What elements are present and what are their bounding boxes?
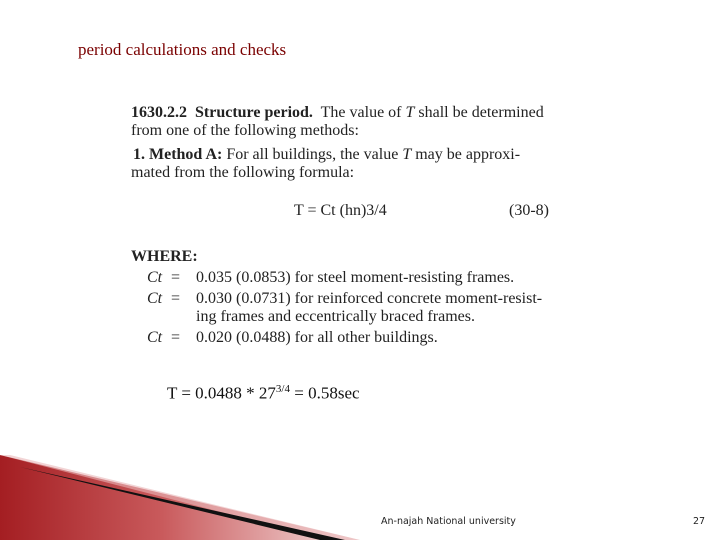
section-title: Structure period. xyxy=(195,104,313,121)
definition-text: ing frames and eccentrically braced frames. xyxy=(196,308,475,325)
definition-text: 0.020 (0.0488) for all other buildings. xyxy=(196,329,438,346)
formula-row xyxy=(131,202,551,224)
intro-line-1 xyxy=(131,104,551,122)
method-line-2: mated from the following formula: xyxy=(131,164,355,181)
code-excerpt xyxy=(131,104,551,347)
equation-number: (30-8) xyxy=(509,202,549,219)
definition-row xyxy=(131,269,551,287)
intro-end: shall be determined xyxy=(418,104,544,121)
definition-continuation xyxy=(131,308,551,326)
equals-sign: = xyxy=(171,329,181,346)
slide-title: period calculations and checks xyxy=(78,40,287,59)
method-label: 1. Method A: xyxy=(133,146,223,163)
method-end: may be approxi- xyxy=(415,146,521,163)
result-exponent: 3/4 xyxy=(275,383,290,395)
where-label: WHERE: xyxy=(131,248,198,265)
method-line-1 xyxy=(131,146,551,164)
ct-symbol: Ct xyxy=(147,290,163,307)
result-rhs: = 0.58sec xyxy=(289,383,360,403)
intro-line-2: from one of the following methods: xyxy=(131,122,359,139)
intro-text: The value of xyxy=(320,104,402,121)
formula-equation: T = Ct (hn)3/4 xyxy=(294,202,387,219)
equals-sign: = xyxy=(171,290,181,307)
definition-text: 0.030 (0.0731) for reinforced concrete moment-resist- xyxy=(196,290,543,307)
footer-university: An-najah National university xyxy=(381,516,516,527)
ct-symbol: Ct xyxy=(147,329,163,346)
result-lhs: T = 0.0488 * 27 xyxy=(167,383,276,403)
ct-symbol: Ct xyxy=(147,269,163,286)
definition-text: 0.035 (0.0853) for steel moment-resisting frames. xyxy=(196,269,515,286)
footer-decoration xyxy=(0,455,720,540)
section-number: 1630.2.2 xyxy=(131,104,187,121)
method-variable: T xyxy=(402,146,412,163)
intro-variable: T xyxy=(405,104,415,121)
definition-row xyxy=(131,329,551,347)
result-equation xyxy=(167,383,360,404)
definition-row xyxy=(131,290,551,308)
page-number: 27 xyxy=(693,516,706,527)
equals-sign: = xyxy=(171,269,181,286)
formula xyxy=(294,202,387,220)
method-text: For all buildings, the value xyxy=(226,146,399,163)
